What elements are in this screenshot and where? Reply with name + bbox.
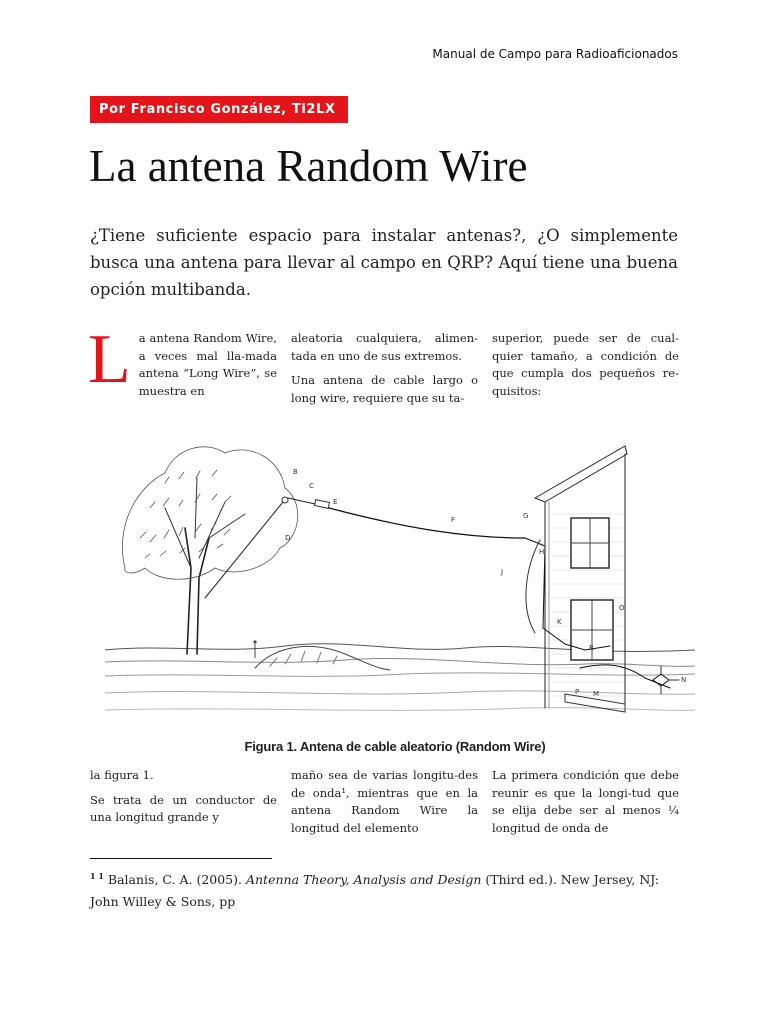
- column-1-paragraph-1: la figura 1.: [90, 768, 154, 782]
- figure-label-r: R: [589, 644, 594, 652]
- column-1-paragraph-2: Se trata de un conductor de una longitud grande y: [90, 792, 277, 824]
- footnote-marker: 1 1: [90, 871, 104, 881]
- author-banner: Por Francisco González, Ti2LX: [90, 96, 348, 123]
- figure-label-g: G: [523, 512, 529, 520]
- figure-label-m: M: [593, 690, 600, 698]
- footnote-citation-end: (Third ed.). New Jersey, NJ: John Willey & Sons, pp: [90, 872, 659, 910]
- column-2-paragraph-2: Una antena de cable largo o long wire, requiere que su ta-: [291, 373, 478, 405]
- footnote-divider: [90, 858, 272, 859]
- footnote: [90, 865, 680, 913]
- antenna-drawing: [105, 418, 695, 724]
- figure-label-e: E: [333, 498, 338, 506]
- text-column-2: [291, 330, 478, 414]
- figure-label-d: D: [285, 534, 291, 542]
- text-column-2-continued: [291, 767, 478, 844]
- text-column-3: [492, 330, 679, 407]
- figure-caption: Figura 1. Antena de cable aleatorio (Random Wire): [244, 739, 546, 754]
- column-3-continued-text: La primera condición que debe reunir es que la longi-tud que se elija debe ser al menos ¼ longitud de onda de: [492, 768, 679, 835]
- column-1-text: a antena Random Wire, a veces mal lla-mada antena “Long Wire”, se muestra en: [138, 331, 277, 398]
- intro-paragraph: ¿Tiene suficiente espacio para instalar antenas?, ¿O simplemente busca una antena para llevar al campo en QRP? Aquí tiene una buena opción multibanda.: [90, 226, 678, 299]
- figure-illustration: [105, 418, 695, 724]
- figure-label-f: F: [451, 516, 456, 524]
- running-header: Manual de Campo para Radioaficionados: [432, 47, 678, 61]
- figure-label-n: N: [681, 676, 687, 684]
- figure-label-h: H: [539, 548, 545, 556]
- figure-label-p: P: [575, 688, 580, 696]
- column-3-text: superior, puede ser de cual-quier tamaño, a condición de que cumpla dos pequeños re-quisitos:: [492, 331, 679, 398]
- drop-cap: L: [88, 321, 131, 398]
- text-column-1: [88, 321, 277, 400]
- column-2-paragraph-1: aleatoria cualquiera, alimen-tada en uno de sus extremos.: [291, 331, 478, 363]
- text-column-1-continued: [90, 767, 277, 834]
- figure-label-b: B: [293, 468, 298, 476]
- figure-label-k: K: [557, 618, 562, 626]
- footnote-citation-start: Balanis, C. A. (2005).: [107, 872, 242, 888]
- figure-label-o: O: [619, 604, 625, 612]
- figure-label-c: C: [309, 482, 314, 490]
- footnote-book-title: Antenna Theory, Analysis and Design: [245, 872, 482, 888]
- column-2-continued-text: maño sea de varias longitu-des de onda¹, mientras que en la antena Random Wire la longitud del elemento: [291, 768, 478, 835]
- text-column-3-continued: [492, 767, 679, 844]
- article-title: La antena Random Wire: [89, 141, 528, 191]
- figure-label-j: J: [501, 568, 504, 576]
